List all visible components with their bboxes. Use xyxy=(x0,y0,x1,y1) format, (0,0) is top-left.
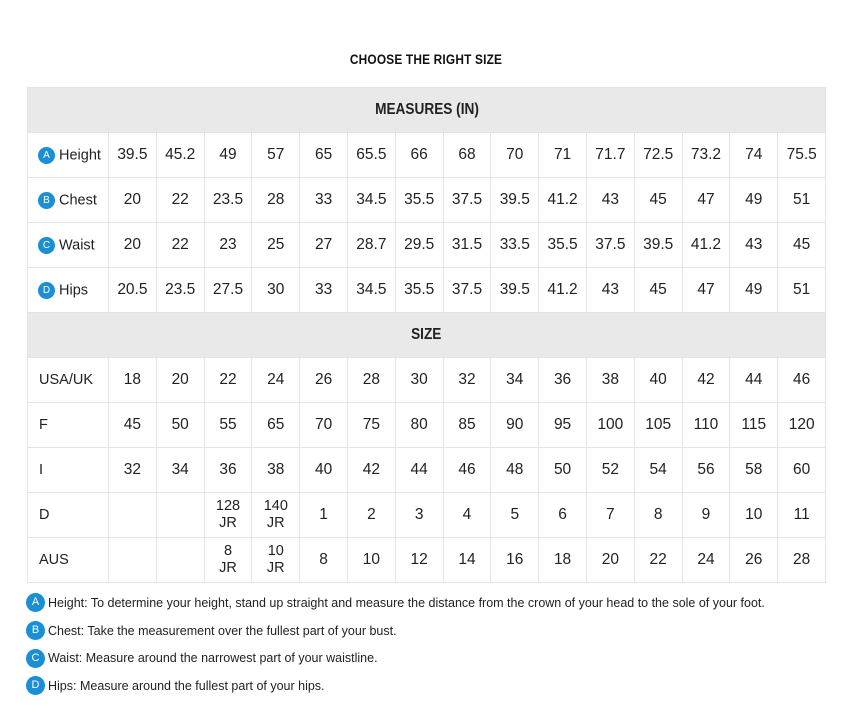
cell-line: 6 xyxy=(558,506,567,523)
table-cell xyxy=(730,493,778,538)
size-label: I xyxy=(28,448,109,493)
table-cell: 60 xyxy=(778,448,826,493)
table-cell: 70 xyxy=(300,403,348,448)
table-cell: 24 xyxy=(252,358,300,403)
table-cell: 34.5 xyxy=(347,178,395,223)
table-cell: 25 xyxy=(252,223,300,268)
table-cell: 43 xyxy=(730,223,778,268)
table-cell: 38 xyxy=(586,358,634,403)
table-cell: 100 xyxy=(586,403,634,448)
table-cell: 44 xyxy=(730,358,778,403)
table-cell: 45 xyxy=(634,268,682,313)
table-cell: 20 xyxy=(109,178,157,223)
size-section-header-text: SIZE xyxy=(411,326,442,343)
measure-row-height xyxy=(28,133,826,178)
table-cell: 37.5 xyxy=(443,178,491,223)
table-cell: 35.5 xyxy=(539,223,587,268)
table-cell: 23 xyxy=(204,223,252,268)
table-cell xyxy=(395,493,443,538)
table-cell: 75.5 xyxy=(778,133,826,178)
table-cell xyxy=(395,538,443,583)
note-item xyxy=(26,672,846,700)
size-row-usauk xyxy=(28,358,826,403)
cell-line: 2 xyxy=(367,506,376,523)
table-cell xyxy=(730,538,778,583)
table-cell: 42 xyxy=(347,448,395,493)
table-cell xyxy=(204,538,252,583)
table-cell: 70 xyxy=(491,133,539,178)
table-cell: 20 xyxy=(109,223,157,268)
table-cell xyxy=(109,493,157,538)
table-cell: 65 xyxy=(252,403,300,448)
table-cell xyxy=(204,493,252,538)
cell-line: 10 xyxy=(745,506,763,523)
table-cell: 18 xyxy=(109,358,157,403)
table-cell: 28.7 xyxy=(347,223,395,268)
measures-section-header-text: MEASURES (IN) xyxy=(374,101,479,118)
cell-line: JR xyxy=(219,515,237,531)
cell-line: 14 xyxy=(458,551,476,568)
table-cell: 39.5 xyxy=(109,133,157,178)
table-cell: 49 xyxy=(730,268,778,313)
table-cell xyxy=(491,538,539,583)
table-cell: 45 xyxy=(109,403,157,448)
table-cell: 74 xyxy=(730,133,778,178)
table-cell xyxy=(156,493,204,538)
letter-badge-icon: B xyxy=(38,192,55,209)
measure-row-waist xyxy=(28,223,826,268)
cell-line: 8 xyxy=(653,506,663,523)
table-cell: 54 xyxy=(634,448,682,493)
table-cell xyxy=(347,493,395,538)
size-chart-table xyxy=(27,87,826,583)
letter-badge-icon: A xyxy=(38,147,55,164)
table-cell: 41.2 xyxy=(539,178,587,223)
cell-line: 8 xyxy=(223,543,233,559)
measure-label-text: Hips xyxy=(59,281,89,298)
table-cell: 33 xyxy=(300,268,348,313)
table-cell xyxy=(634,538,682,583)
table-cell: 85 xyxy=(443,403,491,448)
measure-label-text: Chest xyxy=(59,191,97,208)
table-cell: 22 xyxy=(156,223,204,268)
table-cell: 50 xyxy=(539,448,587,493)
measure-label xyxy=(28,223,109,268)
cell-line: 8 xyxy=(319,551,328,568)
size-section-row xyxy=(28,313,826,358)
table-cell: 20.5 xyxy=(109,268,157,313)
measure-label xyxy=(28,178,109,223)
letter-badge-icon: D xyxy=(26,676,45,695)
cell-line: 18 xyxy=(553,551,572,568)
table-cell: 44 xyxy=(395,448,443,493)
table-cell: 34.5 xyxy=(347,268,395,313)
table-cell: 32 xyxy=(443,358,491,403)
note-text: Hips: Measure around the fullest part of your hips. xyxy=(48,678,325,693)
table-cell: 39.5 xyxy=(491,268,539,313)
cell-line: 3 xyxy=(414,506,424,523)
size-row-f xyxy=(28,403,826,448)
cell-line: 26 xyxy=(745,551,763,568)
cell-line: 7 xyxy=(606,506,615,523)
table-cell: 26 xyxy=(300,358,348,403)
table-cell: 80 xyxy=(395,403,443,448)
table-cell: 110 xyxy=(682,403,730,448)
note-item xyxy=(26,644,846,672)
table-cell: 39.5 xyxy=(491,178,539,223)
table-cell xyxy=(252,493,300,538)
table-cell: 105 xyxy=(634,403,682,448)
table-cell xyxy=(300,538,348,583)
table-cell: 55 xyxy=(204,403,252,448)
table-cell: 29.5 xyxy=(395,223,443,268)
table-cell: 32 xyxy=(109,448,157,493)
measure-label-text: Height xyxy=(59,146,101,163)
letter-badge-icon: D xyxy=(38,282,55,299)
table-cell: 95 xyxy=(539,403,587,448)
table-cell: 35.5 xyxy=(395,268,443,313)
table-cell: 27.5 xyxy=(204,268,252,313)
table-cell: 40 xyxy=(300,448,348,493)
table-cell: 45.2 xyxy=(156,133,204,178)
table-cell: 71 xyxy=(539,133,587,178)
size-row-i xyxy=(28,448,826,493)
cell-line: 16 xyxy=(506,551,524,568)
measure-label xyxy=(28,268,109,313)
table-cell: 27 xyxy=(300,223,348,268)
table-cell: 38 xyxy=(252,448,300,493)
measure-label xyxy=(28,133,109,178)
table-cell xyxy=(682,538,730,583)
table-cell: 52 xyxy=(586,448,634,493)
measures-section-header xyxy=(28,88,826,133)
table-cell: 28 xyxy=(347,358,395,403)
cell-line: 9 xyxy=(701,506,711,523)
measure-row-hips xyxy=(28,268,826,313)
table-cell: 56 xyxy=(682,448,730,493)
measurement-notes xyxy=(26,589,846,700)
table-cell xyxy=(539,493,587,538)
table-cell: 75 xyxy=(347,403,395,448)
table-cell: 71.7 xyxy=(586,133,634,178)
table-cell: 68 xyxy=(443,133,491,178)
note-text: Waist: Measure around the narrowest part of your waistline. xyxy=(48,651,378,666)
table-cell: 22 xyxy=(156,178,204,223)
table-cell: 57 xyxy=(252,133,300,178)
letter-badge-icon: C xyxy=(26,649,45,668)
table-cell: 33 xyxy=(300,178,348,223)
table-cell: 46 xyxy=(778,358,826,403)
table-cell: 23.5 xyxy=(156,268,204,313)
table-cell: 48 xyxy=(491,448,539,493)
table-cell: 47 xyxy=(682,268,730,313)
measure-row-chest xyxy=(28,178,826,223)
cell-line: 128 xyxy=(215,498,241,514)
table-cell: 72.5 xyxy=(634,133,682,178)
table-cell: 47 xyxy=(682,178,730,223)
cell-line: 10 xyxy=(267,543,284,559)
size-row-d xyxy=(28,493,826,538)
note-item xyxy=(26,617,846,645)
cell-line: 28 xyxy=(793,551,811,568)
size-row-aus xyxy=(28,538,826,583)
table-cell: 41.2 xyxy=(539,268,587,313)
size-label: F xyxy=(28,403,109,448)
size-label: D xyxy=(28,493,109,538)
note-item xyxy=(26,589,846,617)
table-cell xyxy=(300,493,348,538)
table-cell xyxy=(443,538,491,583)
table-cell: 37.5 xyxy=(443,268,491,313)
table-cell xyxy=(539,538,587,583)
table-cell: 23.5 xyxy=(204,178,252,223)
table-cell: 42 xyxy=(682,358,730,403)
size-section-header xyxy=(28,313,826,358)
page-title: CHOOSE THE RIGHT SIZE xyxy=(349,52,503,67)
table-cell xyxy=(634,493,682,538)
cell-line: 10 xyxy=(362,551,380,568)
cell-line: JR xyxy=(219,560,237,576)
table-cell: 51 xyxy=(778,178,826,223)
table-cell: 34 xyxy=(491,358,539,403)
table-cell xyxy=(252,538,300,583)
table-cell: 50 xyxy=(156,403,204,448)
table-cell: 45 xyxy=(634,178,682,223)
table-cell: 36 xyxy=(539,358,587,403)
table-cell: 31.5 xyxy=(443,223,491,268)
letter-badge-icon: C xyxy=(38,237,55,254)
cell-line: 20 xyxy=(601,551,619,568)
table-cell: 20 xyxy=(156,358,204,403)
table-cell: 30 xyxy=(252,268,300,313)
table-cell: 49 xyxy=(730,178,778,223)
letter-badge-icon: A xyxy=(26,593,45,612)
size-label: USA/UK xyxy=(28,358,109,403)
cell-line: 1 xyxy=(319,506,328,523)
table-cell: 40 xyxy=(634,358,682,403)
table-cell xyxy=(586,538,634,583)
letter-badge-icon: B xyxy=(26,621,45,640)
table-cell: 65 xyxy=(300,133,348,178)
cell-line: 12 xyxy=(410,551,428,568)
table-cell: 41.2 xyxy=(682,223,730,268)
cell-line: JR xyxy=(266,515,285,531)
table-cell: 73.2 xyxy=(682,133,730,178)
cell-line: 11 xyxy=(793,506,810,523)
table-cell: 120 xyxy=(778,403,826,448)
cell-line: 5 xyxy=(510,506,520,523)
table-cell: 36 xyxy=(204,448,252,493)
table-cell xyxy=(491,493,539,538)
cell-line: 22 xyxy=(649,551,667,568)
table-cell: 39.5 xyxy=(634,223,682,268)
table-cell xyxy=(586,493,634,538)
note-text: Height: To determine your height, stand up straight and measure the distance from the crown of your head to the sole of your foot. xyxy=(48,595,765,610)
table-cell: 22 xyxy=(204,358,252,403)
measures-section-row xyxy=(28,88,826,133)
measure-label-text: Waist xyxy=(59,236,95,253)
table-cell: 58 xyxy=(730,448,778,493)
table-cell xyxy=(778,538,826,583)
table-cell: 30 xyxy=(395,358,443,403)
table-cell xyxy=(443,493,491,538)
table-cell: 37.5 xyxy=(586,223,634,268)
table-cell: 43 xyxy=(586,268,634,313)
table-cell: 66 xyxy=(395,133,443,178)
table-cell xyxy=(682,493,730,538)
cell-line: 140 xyxy=(263,498,288,514)
table-cell xyxy=(347,538,395,583)
table-cell: 28 xyxy=(252,178,300,223)
table-cell: 46 xyxy=(443,448,491,493)
table-cell: 49 xyxy=(204,133,252,178)
cell-line: 24 xyxy=(697,551,715,568)
table-cell: 45 xyxy=(778,223,826,268)
size-label: AUS xyxy=(28,538,109,583)
table-cell: 35.5 xyxy=(395,178,443,223)
table-cell xyxy=(778,493,826,538)
note-text: Chest: Take the measurement over the fullest part of your bust. xyxy=(48,623,397,638)
table-cell: 43 xyxy=(586,178,634,223)
cell-line: 4 xyxy=(462,506,472,523)
table-cell: 51 xyxy=(778,268,826,313)
table-cell xyxy=(156,538,204,583)
table-cell: 34 xyxy=(156,448,204,493)
cell-line: JR xyxy=(266,560,285,576)
table-cell xyxy=(109,538,157,583)
table-cell: 33.5 xyxy=(491,223,539,268)
table-cell: 90 xyxy=(491,403,539,448)
table-cell: 65.5 xyxy=(347,133,395,178)
table-cell: 115 xyxy=(730,403,778,448)
